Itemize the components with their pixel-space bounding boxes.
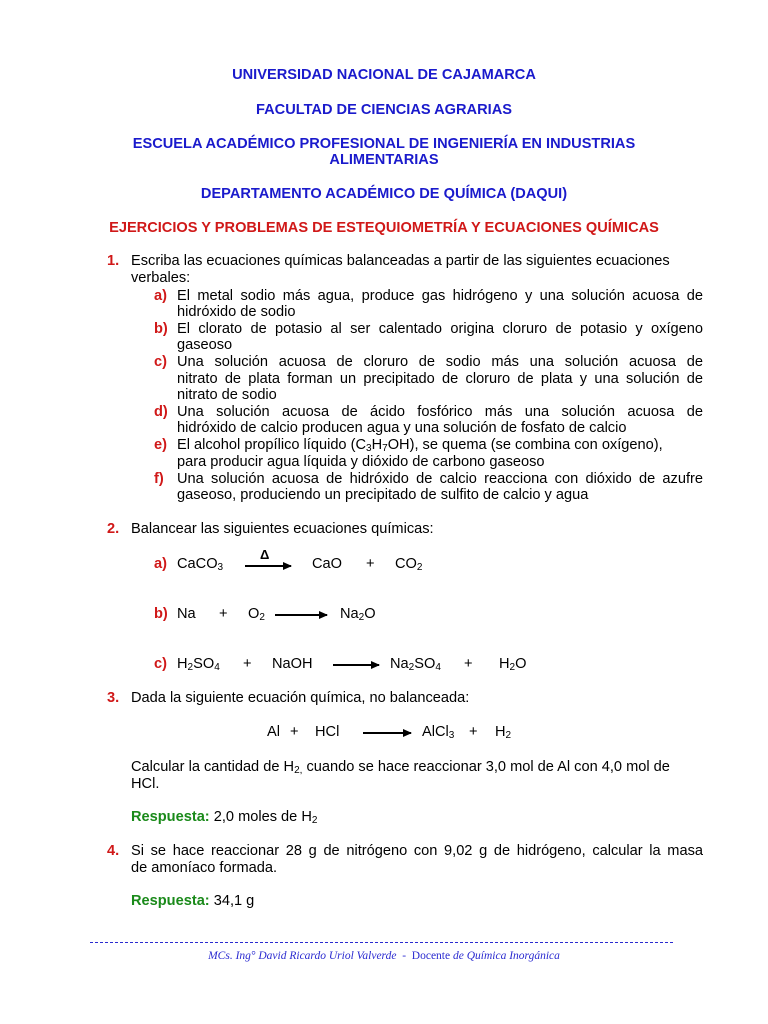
q2-eq-a-reactant: CaCO$_3$	[177, 556, 224, 573]
q3-answer-label: Respuesta:	[131, 809, 210, 825]
q2-eq-c-plus2: +	[464, 656, 473, 672]
q1-item-b-line1: El clorato de potasio al ser calentado origina cloruro de potasio y oxígeno	[177, 321, 703, 337]
question-4-number: 4.	[107, 843, 120, 859]
q1-item-c-line3: nitrato de sodio	[177, 387, 277, 403]
q3-eq-product1: AlCl$_3$	[422, 724, 455, 741]
question-4-text-line2: de amoníaco formada.	[131, 860, 278, 876]
q2-eq-c-plus1: +	[243, 656, 252, 672]
q1-item-e-line2: para producir agua líquida y dióxido de carbono gaseoso	[177, 454, 545, 470]
department-title: DEPARTAMENTO ACADÉMICO DE QUÍMICA (DAQUI)	[200, 186, 568, 202]
q2-eq-c-product2: $H_2O$	[499, 656, 527, 673]
q2-eq-a-plus: +	[366, 556, 375, 572]
university-title: UNIVERSIDAD NACIONAL DE CAJAMARCA	[232, 67, 536, 83]
question-2-number: 2.	[107, 521, 120, 537]
q1-item-d-label: d)	[154, 404, 168, 420]
footer-credit: MCs. Ing° David Ricardo Uriol Valverde - Docente de Química Inorgánica	[208, 950, 560, 962]
q1-item-f-line2: gaseoso, produciendo un precipitado de sulfito de calcio y agua	[177, 487, 589, 503]
q1-item-d-line2: hidróxido de calcio producen agua y una solución de fosfato de calcio	[177, 420, 627, 436]
q4-answer: Respuesta: 34,1 g	[131, 893, 255, 909]
q1-item-e-label: e)	[154, 437, 167, 453]
q1-item-e-line1: El alcohol propílico líquido $(C_3H_7OH)$, se quema (se combina con oxígeno),	[177, 437, 663, 454]
q2-eq-b-plus: +	[219, 606, 228, 622]
q2-eq-b-label: b)	[154, 606, 168, 622]
q1-item-c-line2: nitrato de plata forman un precipitado de cloruro de plata y una solución de	[177, 371, 703, 387]
q2-eq-a-arrow	[245, 565, 291, 567]
q4-answer-label: Respuesta:	[131, 893, 210, 909]
q3-eq-product2: $H_2$	[495, 724, 512, 741]
q1-item-b-label: b)	[154, 321, 168, 337]
footer-divider	[90, 942, 673, 943]
question-2-text: Balancear las siguientes ecuaciones químicas:	[131, 521, 434, 537]
school-title-line2: ALIMENTARIAS	[329, 152, 439, 168]
question-1-number: 1.	[107, 253, 120, 269]
question-3-text: Dada la siguiente ecuación química, no balanceada:	[131, 690, 470, 706]
q2-eq-c-reactant1: $H_2SO_4$	[177, 656, 220, 673]
q2-eq-c-reactant2: NaOH	[272, 656, 313, 672]
q1-item-c-line1: Una solución acuosa de cloruro de sodio más una solución acuosa de	[177, 354, 703, 370]
q3-calc-line1: Calcular la cantidad de $H_{2,}$ cuando se hace reaccionar 3,0 mol de Al con 4,0 mol de	[131, 759, 670, 776]
q1-item-f-label: f)	[154, 471, 164, 487]
q2-eq-a-label: a)	[154, 556, 167, 572]
q1-item-a-label: a)	[154, 288, 167, 304]
q3-eq-plus1: +	[290, 724, 299, 740]
question-4-text-line1: Si se hace reaccionar 28 g de nitrógeno con 9,02 g de hidrógeno, calcular la masa	[131, 843, 703, 859]
document-title: EJERCICIOS Y PROBLEMAS DE ESTEQUIOMETRÍA Y ECUACIONES QUÍMICAS	[109, 220, 659, 236]
q2-eq-b-reactant2: $O_2$	[248, 606, 265, 623]
q1-item-f-line1: Una solución acuosa de hidróxido de calcio reacciona con dióxido de azufre	[177, 471, 703, 487]
school-title-line1: ESCUELA ACADÉMICO PROFESIONAL DE INGENIERÍA EN INDUSTRIAS	[132, 136, 636, 152]
q3-eq-reactant1: Al	[267, 724, 280, 740]
q2-eq-b-reactant1: Na	[177, 606, 196, 622]
q3-answer: Respuesta: 2,0 moles de $H_2$	[131, 809, 318, 826]
q2-eq-c-arrow	[333, 664, 379, 666]
q2-eq-a-delta: Δ	[260, 547, 270, 562]
q3-eq-arrow	[363, 732, 411, 734]
q2-eq-b-product: $Na_2O$	[340, 606, 376, 623]
q1-item-b-line2: gaseoso	[177, 337, 233, 353]
q3-calc-line2: HCl.	[131, 776, 160, 792]
q1-item-a-line1: El metal sodio más agua, produce gas hidrógeno y una solución acuosa de	[177, 288, 703, 304]
q3-eq-plus2: +	[469, 724, 478, 740]
q2-eq-b-arrow	[275, 614, 327, 616]
q2-eq-c-label: c)	[154, 656, 167, 672]
q2-eq-a-product2: $CO_2$	[395, 556, 423, 573]
q2-eq-c-product1: $Na_2SO_4$	[390, 656, 441, 673]
q1-item-c-label: c)	[154, 354, 167, 370]
q3-eq-reactant2: HCl	[315, 724, 340, 740]
question-1-text-line2: verbales:	[131, 270, 191, 286]
q1-item-a-line2: hidróxido de sodio	[177, 304, 296, 320]
question-1-text-line1: Escriba las ecuaciones químicas balanceadas a partir de las siguientes ecuaciones	[131, 253, 670, 269]
question-3-number: 3.	[107, 690, 120, 706]
q2-eq-a-product1: CaO	[312, 556, 343, 572]
faculty-title: FACULTAD DE CIENCIAS AGRARIAS	[256, 102, 512, 118]
q1-item-d-line1: Una solución acuosa de ácido fosfórico más una solución acuosa de	[177, 404, 703, 420]
